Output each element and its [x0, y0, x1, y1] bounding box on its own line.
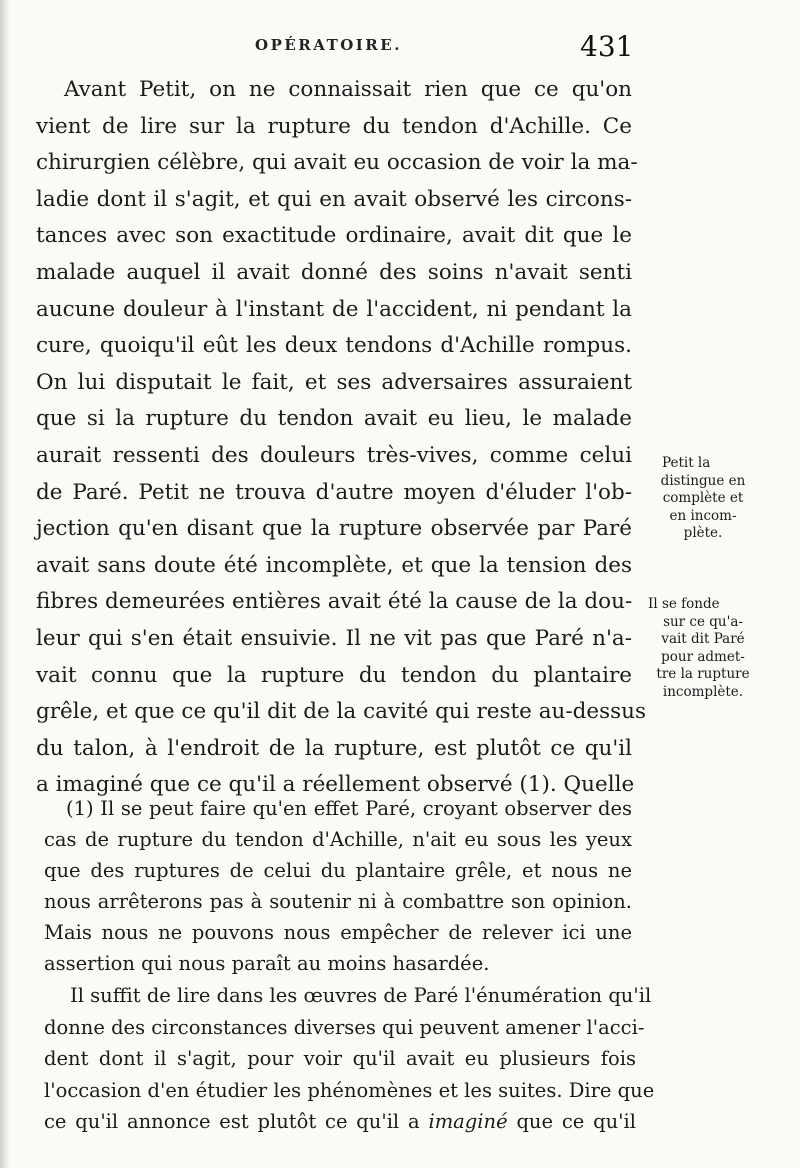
- margin-note-line: sur ce qu'a-: [663, 613, 743, 630]
- text-line: ladie dont il s'agit, et qui en avait observé les circons-: [36, 186, 632, 212]
- text-line: aucune douleur à l'instant de l'accident, ni pendant la: [36, 296, 632, 322]
- page-number: 431: [580, 30, 634, 63]
- margin-note-pare: [638, 596, 768, 701]
- continuation-line: Il suffit de lire dans les œuvres de Paré l'énumération qu'il: [70, 984, 652, 1007]
- text-line: a imaginé que ce qu'il a réellement observé (1). Quelle: [36, 772, 635, 798]
- margin-note-line: pour admet-: [661, 648, 745, 665]
- text-line: avait sans doute été incomplète, et que la tension des: [36, 552, 632, 578]
- continuation-line: l'occasion d'en étudier les phénomènes et les suites. Dire que: [44, 1078, 655, 1102]
- main-text: [36, 72, 647, 804]
- text-line: vient de lire sur la rupture du tendon d'Achille. Ce: [36, 113, 632, 139]
- text-line: malade auquel il avait donné des soins n'avait senti: [36, 259, 632, 285]
- text-line: aurait ressenti des douleurs très-vives, comme celui: [36, 442, 632, 468]
- text-line: que si la rupture du tendon avait eu lieu, le malade: [36, 406, 632, 432]
- margin-note-line: vait dit Paré: [661, 631, 745, 647]
- margin-note-line: Petit la: [662, 455, 711, 471]
- footnote-line: assertion qui nous paraît au moins hasardée.: [44, 952, 490, 975]
- margin-note-line: incomplète.: [662, 683, 744, 700]
- running-head: OPÉRATOIRE.: [255, 36, 402, 54]
- continuation-text: ce qu'il annonce est plutôt ce qu'il a: [44, 1110, 429, 1133]
- text-line: tances avec son exactitude ordinaire, avait dit que le: [36, 223, 632, 249]
- footnote-line: cas de rupture du tendon d'Achille, n'ait eu sous les yeux: [44, 828, 632, 851]
- margin-note-line: en incom-: [669, 507, 737, 524]
- text-line: du talon, à l'endroit de la rupture, est plutôt ce qu'il: [36, 735, 632, 761]
- continuation-text: que ce qu'il: [507, 1110, 637, 1133]
- text-line: cure, quoiqu'il eût les deux tendons d'Achille rompus.: [36, 333, 632, 359]
- margin-note-line: distingue en: [660, 472, 746, 489]
- footnote: [44, 793, 632, 979]
- text-line: On lui disputait le fait, et ses adversaires assuraient: [36, 369, 632, 395]
- footnote-line: Mais nous ne pouvons nous empêcher de relever ici une: [44, 921, 632, 944]
- text-line: Avant Petit, on ne connaissait rien que ce qu'on: [64, 77, 632, 102]
- text-line: leur qui s'en était ensuivie. Il ne vit pas que Paré n'a-: [36, 625, 632, 651]
- margin-note-line: tre la rupture: [656, 666, 750, 682]
- text-line: fibres demeurées entières avait été la cause de la dou-: [36, 589, 633, 615]
- continuation-line: donne des circonstances diverses qui peuvent amener l'acci-: [44, 1015, 645, 1039]
- margin-note-distinction: [638, 455, 768, 543]
- text-line: jection qu'en disant que la rupture observée par Paré: [36, 516, 632, 542]
- footnote-continuation: [44, 980, 655, 1138]
- continuation-line: dent dont il s'agit, pour voir qu'il avait eu plusieurs fois: [44, 1047, 636, 1070]
- text-line: chirurgien célèbre, qui avait eu occasion de voir la ma-: [36, 150, 638, 176]
- margin-note-line: complète et: [662, 490, 744, 506]
- footnote-line: (1) Il se peut faire qu'en effet Paré, croyant observer des: [66, 797, 632, 820]
- page-header: [0, 32, 800, 62]
- footnote-line: nous arrêterons pas à soutenir ni à combattre son opinion.: [44, 890, 632, 913]
- emphasized-word: imaginé: [428, 1110, 508, 1133]
- margin-note-line: plète.: [683, 525, 723, 541]
- continuation-line: [44, 1106, 636, 1138]
- margin-note-line: Il se fonde: [648, 596, 720, 612]
- footnote-line: que des ruptures de celui du plantaire grêle, et nous ne: [44, 859, 632, 882]
- text-line: vait connu que la rupture du tendon du plantaire: [36, 662, 632, 688]
- text-line: grêle, et que ce qu'il dit de la cavité qui reste au-dessus: [36, 699, 647, 725]
- text-line: de Paré. Petit ne trouva d'autre moyen d'éluder l'ob-: [36, 479, 632, 505]
